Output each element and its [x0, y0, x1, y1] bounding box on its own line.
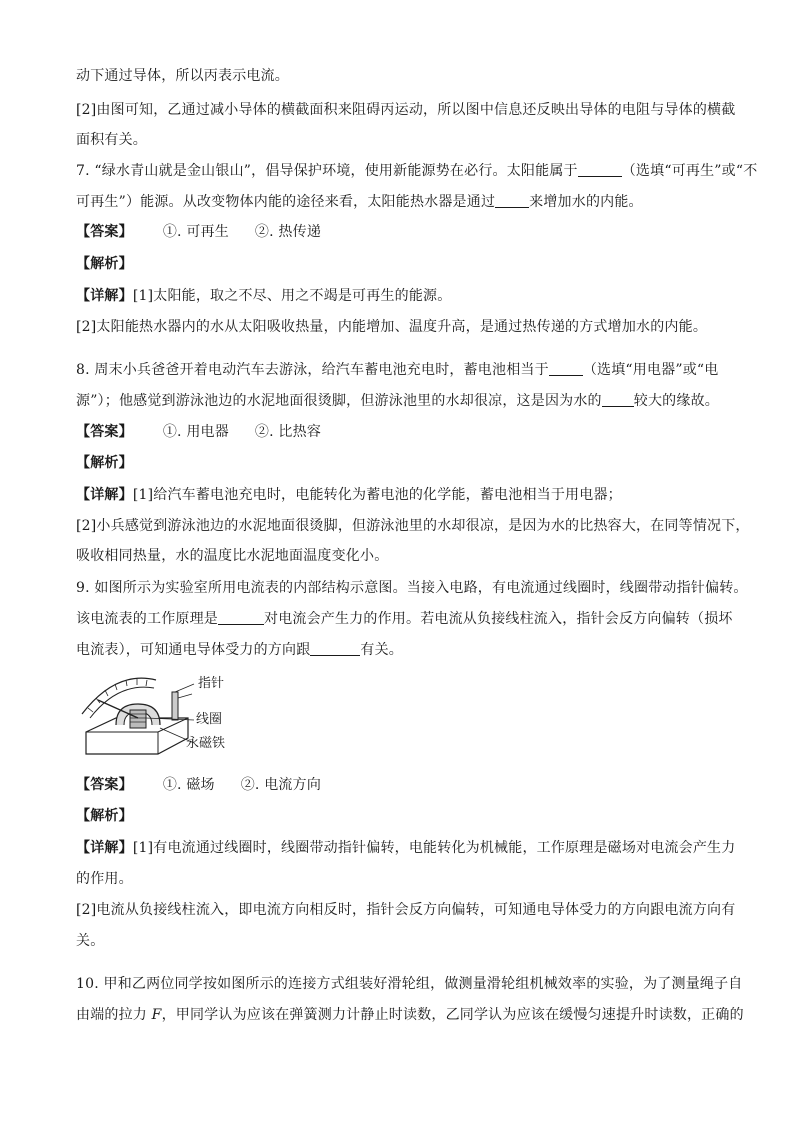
q9-line-3	[76, 640, 726, 660]
q9-answer-1: ①. 磁场	[162, 777, 215, 793]
q9-blank-1	[218, 610, 264, 625]
q8-line-1	[76, 360, 726, 380]
galvanometer-figure	[76, 670, 266, 760]
q9-detail-4: 关。	[76, 933, 105, 949]
q8-text-c: 源”）；他感觉到游泳池边的水泥地面很烫脚，但游泳池里的水却很凉，这是因为水的	[76, 393, 602, 409]
label-coil: 线圈	[196, 712, 223, 727]
q10-text-a: 由端的拉力	[76, 1007, 152, 1023]
q9-text-b: 对电流会产生力的作用。若电流从负接线柱流入，指针会反方向偏转（损坏	[264, 611, 733, 627]
q7-detail-2: [2]太阳能热水器内的水从太阳吸收热量，内能增加、温度升高，是通过热传递的方式增加水的内能。	[76, 319, 708, 335]
answer-tag: 【答案】	[76, 224, 133, 240]
analysis-tag: 【解析】	[76, 256, 133, 272]
q8-answer-2: ②. 比热容	[254, 424, 322, 440]
q7-answer-1: ①. 可再生	[162, 224, 229, 240]
q7-line-2	[76, 192, 726, 212]
q8-detail-text-1: [1]给汽车蓄电池充电时，电能转化为蓄电池的化学能，蓄电池相当于用电器；	[132, 487, 622, 503]
q9-text-d: 有关。	[360, 642, 404, 658]
q9-detail-3: [2]电流从负接线柱流入，即电流方向相反时，指针会反方向偏转，可知通电导体受力的方向跟电流方向有	[76, 902, 736, 918]
q7-answer	[76, 222, 726, 242]
q9-blank-2	[310, 641, 360, 656]
detail-tag: 【详解】	[76, 288, 133, 304]
q8-line-2	[76, 391, 726, 411]
q8-text-a: 8. 周末小兵爸爸开着电动汽车去游泳，给汽车蓄电池充电时，蓄电池相当于	[76, 362, 549, 378]
q8-answer-1: ①. 用电器	[162, 424, 229, 440]
q8-text-b: （选填“用电器”或“电	[582, 362, 719, 378]
q9-answer-2: ②. 电流方向	[240, 777, 322, 793]
q7-text-a: 7. “绿水青山就是金山银山”，倡导保护环境，使用新能源势在必行。太阳能属于	[76, 163, 578, 179]
q7-text-c: 可再生”）能源。从改变物体内能的途径来看，太阳能热水器是通过	[76, 194, 496, 210]
q7-detail-text-1: [1]太阳能，取之不尽、用之不竭是可再生的能源。	[132, 288, 452, 304]
q9-text-a: 该电流表的工作原理是	[76, 611, 218, 627]
q9-detail-text-1: [1]有电流通过线圈时，线圈带动指针偏转，电能转化为机械能，工作原理是磁场对电流会产生力	[132, 840, 736, 856]
q10-line-1: 10. 甲和乙两位同学按如图所示的连接方式组装好滑轮组，做测量滑轮组机械效率的实验，为了测量绳子自	[76, 976, 743, 992]
q7-blank-2	[495, 193, 529, 208]
q10-text-b: ，甲同学认为应该在弹簧测力计静止时读数，乙同学认为应该在缓慢匀速提升时读数，正确的	[161, 1007, 744, 1023]
q9-line-1: 9. 如图所示为实验室所用电流表的内部结构示意图。当接入电路，有电流通过线圈时，线圈带动指针偏转。	[76, 580, 748, 596]
q7-text-b: （选填“可再生”或“不	[621, 163, 758, 179]
answer-tag: 【答案】	[76, 777, 133, 793]
q8-text-d: 较大的缘故。	[633, 393, 719, 409]
analysis-tag: 【解析】	[76, 455, 133, 471]
q9-text-c: 电流表），可知通电导体受力的方向跟	[76, 642, 311, 658]
q7-text-d: 来增加水的内能。	[529, 194, 643, 210]
analysis-tag: 【解析】	[76, 808, 133, 824]
detail-tag: 【详解】	[76, 840, 133, 856]
q10-force-symbol: F	[151, 1007, 162, 1023]
q8-detail-2: [2]小兵感觉到游泳池边的水泥地面很烫脚，但游泳池里的水却很凉，是因为水的比热容大，在同等情况下，	[76, 518, 750, 534]
q9-analysis-tag	[76, 806, 726, 826]
q7-answer-2: ②. 热传递	[254, 224, 322, 240]
intro-line-3: 面积有关。	[76, 132, 147, 148]
q8-detail-3: 吸收相同热量，水的温度比水泥地面温度变化小。	[76, 548, 389, 564]
intro-line-1: 动下通过导体，所以丙表示电流。	[76, 68, 289, 84]
q7-blank-1	[578, 162, 622, 177]
intro-line-2: [2]由图可知，乙通过减小导体的横截面积来阻碍丙运动，所以图中信息还反映出导体的电阻与导体的横截	[76, 102, 736, 118]
q8-blank-2	[602, 392, 634, 407]
q7-analysis-tag	[76, 254, 726, 274]
detail-tag: 【详解】	[76, 487, 133, 503]
q8-blank-1	[549, 361, 583, 376]
q9-detail-2: 的作用。	[76, 871, 133, 887]
q9-answer	[76, 775, 726, 795]
q7-detail-1	[76, 286, 726, 306]
q10-line-2	[76, 1005, 744, 1025]
galvanometer-diagram	[76, 670, 196, 760]
q9-detail-1	[76, 838, 736, 858]
q8-detail-1	[76, 485, 726, 505]
q9-line-2	[76, 609, 733, 629]
q8-analysis-tag	[76, 453, 726, 473]
answer-tag: 【答案】	[76, 424, 133, 440]
label-pointer: 指针	[198, 676, 225, 691]
q8-answer	[76, 422, 726, 442]
q7-line-1	[76, 161, 758, 181]
label-magnet: 永磁铁	[186, 736, 226, 751]
